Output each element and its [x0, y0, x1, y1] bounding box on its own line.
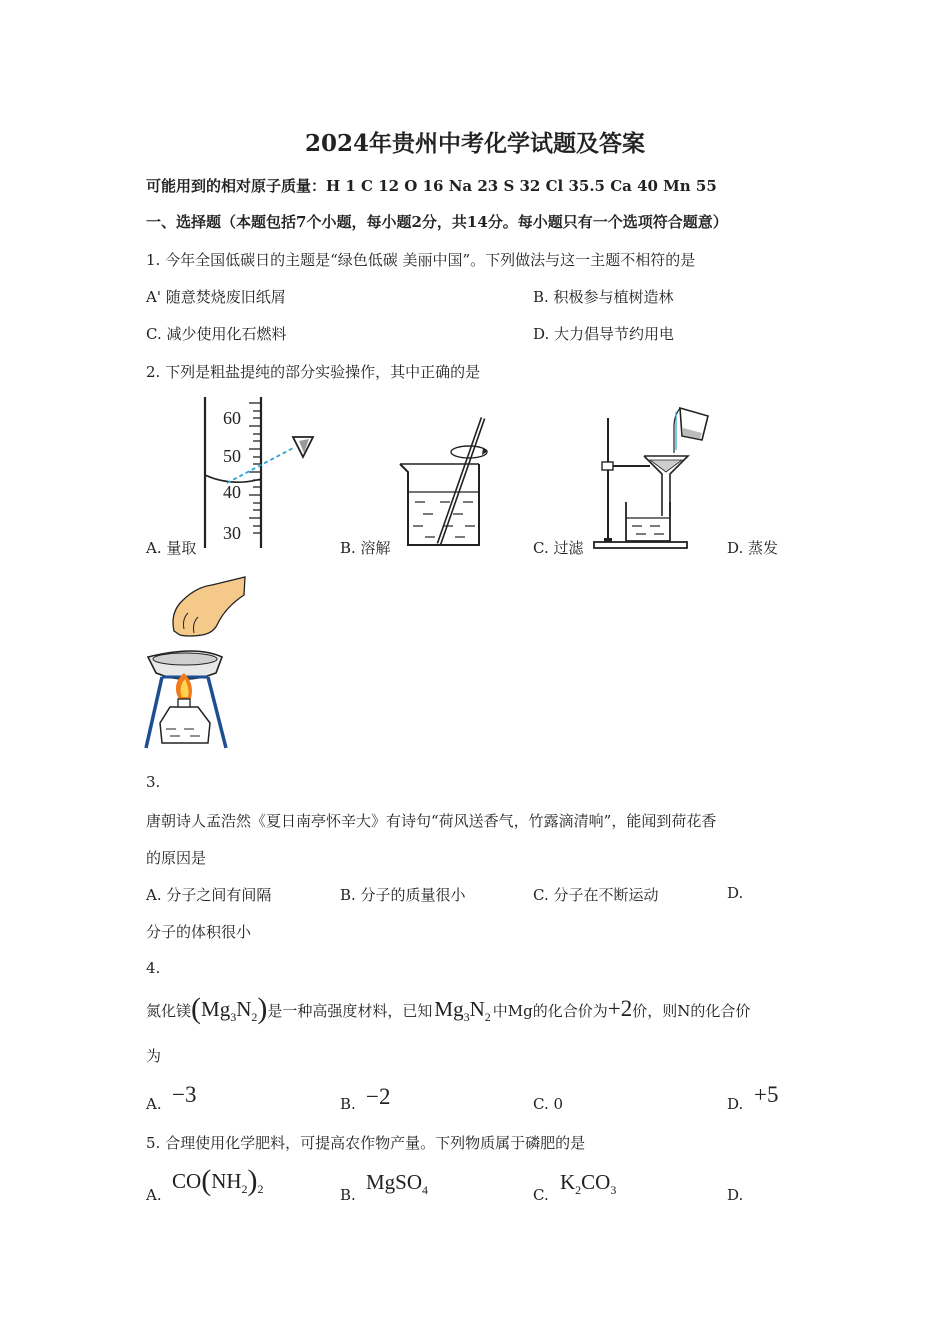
q1-option-c: C. 减少使用化石燃料 — [146, 325, 287, 343]
q4-option-d: D. — [727, 1095, 744, 1113]
q5-stem: 5. 合理使用化学肥料，可提高农作物产量。下列物质属于磷肥的是 — [146, 1134, 586, 1152]
q4-text-4: 价，则N的化合价 — [632, 1002, 751, 1020]
eye-icon — [293, 437, 313, 457]
q3-stem-line1: 唐朝诗人孟浩然《夏日南亭怀辛大》有诗句“荷风送香气，竹露滴清响”，能闻到荷花香 — [146, 812, 717, 830]
formula-co-nh2-2: $CO(NH_2)_2$ — [172, 1164, 264, 1197]
q2-option-a: A. 量取 — [146, 539, 197, 557]
q4-option-b-value: −2 — [366, 1084, 391, 1109]
q3-option-b: B. 分子的质量很小 — [340, 886, 466, 904]
q4-valence-value: +2 — [607, 996, 633, 1021]
q3-option-a: A. 分子之间有间隔 — [146, 886, 272, 904]
q4-option-b: B. — [340, 1095, 356, 1113]
q2-option-d: D. 蒸发 — [727, 539, 779, 557]
q3-option-d: D. — [727, 884, 744, 902]
cylinder-tick-30: 30 — [223, 523, 241, 543]
q4-option-a-value: −3 — [172, 1082, 197, 1107]
q3-number: 3. — [146, 773, 161, 791]
q2-stem: 2. 下列是粗盐提纯的部分实验操作，其中正确的是 — [146, 363, 481, 381]
q3-stem-line2: 的原因是 — [146, 849, 207, 867]
beaker-stirring-figure — [395, 410, 495, 555]
q4-option-a: A. — [146, 1095, 162, 1113]
q4-stem-line2: 为 — [146, 1047, 162, 1065]
q4-option-d-value: +5 — [754, 1082, 779, 1107]
cylinder-tick-40: 40 — [223, 482, 241, 502]
q4-text-3: 中Mg的化合价为 — [492, 1002, 608, 1020]
formula-mgso4: MgSO$_4$ — [366, 1170, 429, 1198]
q1-option-d: D. 大力倡导节约用电 — [533, 325, 675, 343]
q5-option-a: A. — [146, 1186, 162, 1204]
formula-mg3n2-paren: $(Mg_3N_2)$ — [191, 992, 268, 1025]
formula-mg3n2: $Mg_3N_2$ — [434, 997, 491, 1025]
measuring-cylinder-figure — [195, 395, 325, 555]
q4-text-1: 氮化镁 — [146, 1002, 192, 1020]
q3-option-d-text: 分子的体积很小 — [146, 923, 252, 941]
formula-k2co3: $K_2CO_3$ — [560, 1170, 617, 1198]
q4-option-c: C. 0 — [533, 1095, 564, 1113]
q1-stem: 1. 今年全国低碳日的主题是“绿色低碳 美丽中国”。下列做法与这一主题不相符的是 — [146, 251, 696, 269]
q3-option-c: C. 分子在不断运动 — [533, 886, 659, 904]
q1-option-a: A' 随意焚烧废旧纸屑 — [146, 288, 286, 306]
filtration-figure — [590, 398, 710, 553]
q5-option-c: C. — [533, 1186, 549, 1204]
q5-option-d: D. — [727, 1186, 744, 1204]
q2-option-b: B. 溶解 — [340, 539, 391, 557]
q1-option-b: B. 积极参与植树造林 — [533, 288, 674, 306]
q4-stem-line1 — [146, 992, 750, 1026]
q2-option-c: C. 过滤 — [533, 539, 584, 557]
section-heading: 一、选择题（本题包括7个小题，每小题2分，共14分。每小题只有一个选项符合题意） — [146, 213, 728, 231]
q4-text-2: 是一种高强度材料，已知 — [267, 1002, 433, 1020]
atomic-masses: 可能用到的相对原子质量：H 1 C 12 O 16 Na 23 S 32 Cl 35.5 Ca 40 Mn 55 — [146, 177, 717, 195]
cylinder-tick-50: 50 — [223, 446, 241, 466]
q5-option-b: B. — [340, 1186, 356, 1204]
page-title: 2024年贵州中考化学试题及答案 — [304, 130, 645, 157]
cylinder-tick-60: 60 — [223, 408, 241, 428]
evaporation-figure — [140, 573, 255, 753]
q4-number: 4. — [146, 959, 161, 977]
